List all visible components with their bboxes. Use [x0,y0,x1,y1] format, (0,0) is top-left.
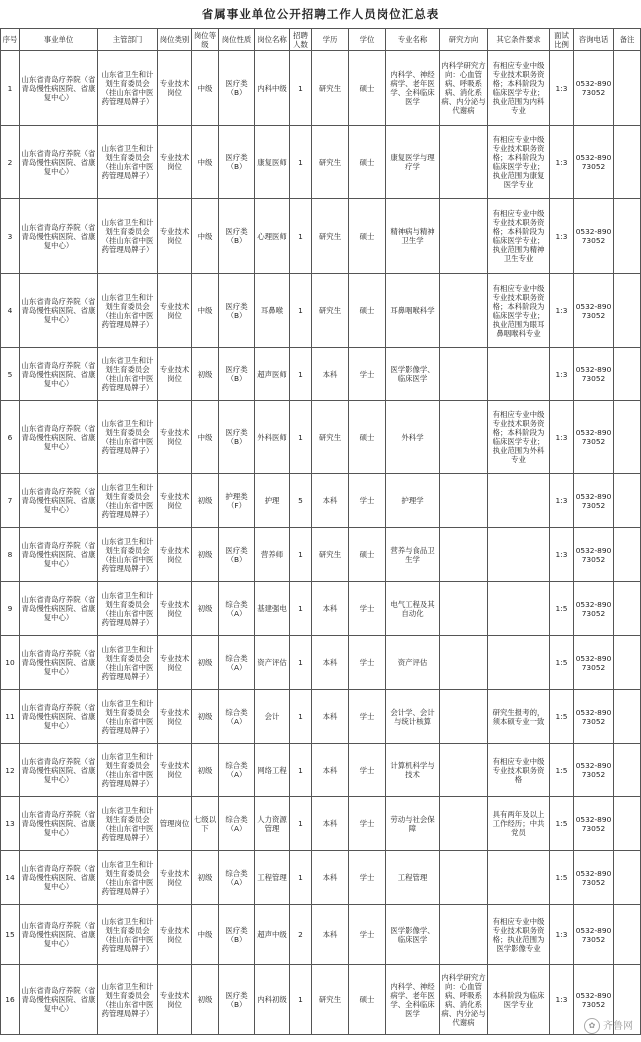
cell-dept: 山东省卫生和计划生育委员会（挂山东省中医药管理局牌子） [98,582,158,636]
cell-count: 1 [290,744,312,797]
cell-phone: 0532-89073052 [574,528,614,582]
cell-nature: 综合类（A） [219,851,255,905]
cell-post: 人力资源管理 [255,797,290,851]
table-row [1,690,641,744]
cell-category: 专业技术岗位 [158,965,192,1035]
cell-unit: 山东省青岛疗养院（省青岛慢性病医院、省康复中心） [20,905,98,965]
cell-no: 12 [1,744,20,797]
cell-post: 外科医师 [255,401,290,474]
cell-other [488,528,550,582]
cell-count: 1 [290,199,312,274]
cell-edu: 研究生 [312,51,349,126]
page-title: 省属事业单位公开招聘工作人员岗位汇总表 [201,7,440,21]
table-body [1,51,641,1035]
cell-major: 会计学、会计与统计核算 [386,690,440,744]
cell-unit: 山东省青岛疗养院（省青岛慢性病医院、省康复中心） [20,636,98,690]
cell-dept: 山东省卫生和计划生育委员会（挂山东省中医药管理局牌子） [98,636,158,690]
cell-dept: 山东省卫生和计划生育委员会（挂山东省中医药管理局牌子） [98,965,158,1035]
cell-category: 专业技术岗位 [158,690,192,744]
cell-count: 1 [290,528,312,582]
cell-level: 初级 [192,348,219,401]
cell-ratio: 1:3 [550,126,574,199]
cell-other [488,636,550,690]
cell-nature: 医疗类（B） [219,905,255,965]
cell-ratio: 1:3 [550,474,574,528]
cell-nature: 医疗类（B） [219,126,255,199]
cell-category: 专业技术岗位 [158,744,192,797]
cell-count: 1 [290,690,312,744]
cell-no: 9 [1,582,20,636]
cell-note [614,401,641,474]
cell-dept: 山东省卫生和计划生育委员会（挂山东省中医药管理局牌子） [98,348,158,401]
cell-ratio: 1:5 [550,851,574,905]
cell-degree: 学士 [349,797,386,851]
cell-note [614,636,641,690]
cell-direction [440,401,488,474]
cell-direction [440,274,488,348]
column-header: 专业名称 [386,29,440,51]
column-header: 序号 [1,29,20,51]
cell-phone: 0532-89073052 [574,51,614,126]
cell-phone: 0532-89073052 [574,965,614,1035]
cell-degree: 硕士 [349,965,386,1035]
cell-degree: 硕士 [349,51,386,126]
table-row [1,636,641,690]
cell-no: 11 [1,690,20,744]
cell-category: 专业技术岗位 [158,348,192,401]
cell-ratio: 1:3 [550,965,574,1035]
cell-note [614,528,641,582]
cell-no: 6 [1,401,20,474]
cell-count: 1 [290,851,312,905]
cell-nature: 医疗类（B） [219,528,255,582]
cell-no: 10 [1,636,20,690]
cell-direction [440,126,488,199]
cell-degree: 学士 [349,905,386,965]
cell-edu: 研究生 [312,528,349,582]
cell-note [614,51,641,126]
table-row [1,274,641,348]
cell-count: 1 [290,274,312,348]
cell-note [614,851,641,905]
cell-edu: 本科 [312,905,349,965]
cell-major: 医学影像学、临床医学 [386,905,440,965]
cell-note [614,582,641,636]
job-table [0,28,641,1035]
cell-major: 护理学 [386,474,440,528]
cell-degree: 硕士 [349,126,386,199]
cell-direction [440,582,488,636]
cell-count: 1 [290,636,312,690]
cell-phone: 0532-89073052 [574,348,614,401]
cell-unit: 山东省青岛疗养院（省青岛慢性病医院、省康复中心） [20,199,98,274]
cell-unit: 山东省青岛疗养院（省青岛慢性病医院、省康复中心） [20,965,98,1035]
cell-other: 有相应专业中级专业技术职务资格；本科阶段为临床医学专业；执业范围为精神卫生专业 [488,199,550,274]
cell-no: 16 [1,965,20,1035]
cell-nature: 医疗类（B） [219,51,255,126]
cell-level: 中级 [192,199,219,274]
cell-dept: 山东省卫生和计划生育委员会（挂山东省中医药管理局牌子） [98,474,158,528]
watermark-logo-icon: ✿ [584,1018,600,1034]
cell-other: 有相应专业中级专业技术职务资格；本科阶段为临床医学专业；执业范围为眼耳鼻咽喉科专业 [488,274,550,348]
cell-unit: 山东省青岛疗养院（省青岛慢性病医院、省康复中心） [20,274,98,348]
cell-nature: 医疗类（B） [219,401,255,474]
cell-unit: 山东省青岛疗养院（省青岛慢性病医院、省康复中心） [20,690,98,744]
cell-level: 初级 [192,582,219,636]
cell-other: 有相应专业中级专业技术职务资格；本科阶段为临床医学专业；执业范围为康复医学专业 [488,126,550,199]
cell-direction [440,348,488,401]
column-header: 岗位等级 [192,29,219,51]
cell-count: 1 [290,126,312,199]
column-header: 咨询电话 [574,29,614,51]
cell-nature: 医疗类（B） [219,274,255,348]
cell-unit: 山东省青岛疗养院（省青岛慢性病医院、省康复中心） [20,126,98,199]
cell-direction [440,797,488,851]
cell-post: 工程管理 [255,851,290,905]
column-header: 面试比例 [550,29,574,51]
column-header: 岗位性质 [219,29,255,51]
cell-note [614,690,641,744]
cell-ratio: 1:3 [550,401,574,474]
cell-count: 5 [290,474,312,528]
cell-ratio: 1:5 [550,690,574,744]
cell-no: 13 [1,797,20,851]
cell-level: 初级 [192,690,219,744]
cell-level: 中级 [192,401,219,474]
cell-other: 有相应专业中级专业技术职务资格；本科阶段为临床医学专业；执业范围为内科专业 [488,51,550,126]
cell-count: 1 [290,582,312,636]
cell-other [488,348,550,401]
cell-no: 3 [1,199,20,274]
cell-level: 中级 [192,51,219,126]
cell-major: 医学影像学、临床医学 [386,348,440,401]
cell-direction: 内科学研究方向：心血管病、呼吸系病、消化系病、内分泌与代谢病 [440,51,488,126]
cell-count: 1 [290,51,312,126]
cell-phone: 0532-89073052 [574,744,614,797]
cell-edu: 本科 [312,636,349,690]
cell-unit: 山东省青岛疗养院（省青岛慢性病医院、省康复中心） [20,582,98,636]
cell-note [614,348,641,401]
cell-note [614,126,641,199]
cell-post: 内科初级 [255,965,290,1035]
cell-post: 网络工程 [255,744,290,797]
cell-phone: 0532-89073052 [574,851,614,905]
cell-post: 超声中级 [255,905,290,965]
cell-level: 中级 [192,905,219,965]
cell-degree: 学士 [349,636,386,690]
cell-major: 内科学、神经病学、老年医学、全科临床医学 [386,965,440,1035]
table-row [1,51,641,126]
cell-level: 中级 [192,274,219,348]
cell-category: 专业技术岗位 [158,582,192,636]
cell-degree: 学士 [349,851,386,905]
table-row [1,582,641,636]
cell-category: 专业技术岗位 [158,401,192,474]
cell-major: 康复医学与理疗学 [386,126,440,199]
cell-phone: 0532-89073052 [574,401,614,474]
cell-no: 14 [1,851,20,905]
cell-unit: 山东省青岛疗养院（省青岛慢性病医院、省康复中心） [20,851,98,905]
cell-major: 电气工程及其自动化 [386,582,440,636]
cell-post: 营养师 [255,528,290,582]
cell-edu: 本科 [312,474,349,528]
cell-category: 专业技术岗位 [158,528,192,582]
cell-degree: 硕士 [349,274,386,348]
cell-direction [440,636,488,690]
cell-dept: 山东省卫生和计划生育委员会（挂山东省中医药管理局牌子） [98,905,158,965]
cell-note [614,274,641,348]
cell-major: 资产评估 [386,636,440,690]
cell-note [614,199,641,274]
cell-level: 中级 [192,126,219,199]
cell-unit: 山东省青岛疗养院（省青岛慢性病医院、省康复中心） [20,51,98,126]
cell-ratio: 1:3 [550,528,574,582]
cell-category: 专业技术岗位 [158,905,192,965]
table-header-row [1,29,641,51]
cell-edu: 本科 [312,690,349,744]
cell-no: 5 [1,348,20,401]
cell-level: 初级 [192,474,219,528]
cell-dept: 山东省卫生和计划生育委员会（挂山东省中医药管理局牌子） [98,690,158,744]
cell-dept: 山东省卫生和计划生育委员会（挂山东省中医药管理局牌子） [98,797,158,851]
cell-phone: 0532-89073052 [574,474,614,528]
cell-phone: 0532-89073052 [574,199,614,274]
cell-unit: 山东省青岛疗养院（省青岛慢性病医院、省康复中心） [20,348,98,401]
cell-dept: 山东省卫生和计划生育委员会（挂山东省中医药管理局牌子） [98,851,158,905]
cell-direction [440,199,488,274]
cell-phone: 0532-89073052 [574,274,614,348]
cell-nature: 医疗类（B） [219,348,255,401]
table-row [1,905,641,965]
table-row [1,401,641,474]
cell-post: 会计 [255,690,290,744]
cell-major: 精神病与精神卫生学 [386,199,440,274]
cell-count: 2 [290,905,312,965]
cell-edu: 本科 [312,851,349,905]
cell-nature: 医疗类（B） [219,965,255,1035]
cell-nature: 综合类（A） [219,690,255,744]
cell-degree: 硕士 [349,528,386,582]
cell-no: 15 [1,905,20,965]
cell-edu: 本科 [312,744,349,797]
cell-degree: 学士 [349,690,386,744]
cell-degree: 学士 [349,582,386,636]
cell-post: 康复医师 [255,126,290,199]
cell-category: 专业技术岗位 [158,51,192,126]
cell-no: 1 [1,51,20,126]
cell-post: 资产评估 [255,636,290,690]
table-row [1,965,641,1035]
table-row [1,199,641,274]
cell-dept: 山东省卫生和计划生育委员会（挂山东省中医药管理局牌子） [98,51,158,126]
cell-category: 专业技术岗位 [158,199,192,274]
cell-degree: 学士 [349,348,386,401]
cell-phone: 0532-89073052 [574,690,614,744]
cell-note [614,474,641,528]
cell-ratio: 1:3 [550,199,574,274]
cell-nature: 医疗类（B） [219,199,255,274]
cell-category: 专业技术岗位 [158,636,192,690]
cell-category: 专业技术岗位 [158,474,192,528]
cell-ratio: 1:5 [550,582,574,636]
table-row [1,528,641,582]
cell-nature: 综合类（A） [219,582,255,636]
cell-level: 初级 [192,636,219,690]
cell-post: 耳鼻喉 [255,274,290,348]
table-row [1,474,641,528]
cell-no: 7 [1,474,20,528]
cell-note [614,744,641,797]
cell-other: 有相应专业中级专业技术职务资格；本科阶段为临床医学专业；执业范围为外科专业 [488,401,550,474]
column-header: 备注 [614,29,641,51]
cell-edu: 研究生 [312,199,349,274]
cell-category: 专业技术岗位 [158,851,192,905]
column-header: 岗位类别 [158,29,192,51]
cell-phone: 0532-89073052 [574,797,614,851]
cell-direction [440,690,488,744]
table-row [1,348,641,401]
cell-major: 内科学、神经病学、老年医学、全科临床医学 [386,51,440,126]
cell-dept: 山东省卫生和计划生育委员会（挂山东省中医药管理局牌子） [98,274,158,348]
cell-other: 具有两年及以上工作经历；中共党员 [488,797,550,851]
cell-no: 8 [1,528,20,582]
cell-post: 心理医师 [255,199,290,274]
cell-major: 劳动与社会保障 [386,797,440,851]
watermark [584,1017,633,1034]
cell-level: 初级 [192,851,219,905]
column-header: 招聘人数 [290,29,312,51]
cell-post: 基建强电 [255,582,290,636]
cell-ratio: 1:3 [550,348,574,401]
cell-other [488,851,550,905]
cell-no: 4 [1,274,20,348]
cell-note [614,905,641,965]
cell-direction [440,851,488,905]
cell-count: 1 [290,348,312,401]
cell-nature: 综合类（A） [219,636,255,690]
cell-degree: 硕士 [349,401,386,474]
cell-ratio: 1:3 [550,51,574,126]
cell-no: 2 [1,126,20,199]
cell-level: 初级 [192,744,219,797]
cell-other: 研究生报考的，须本硕专业一致 [488,690,550,744]
column-header: 事业单位 [20,29,98,51]
cell-direction [440,905,488,965]
cell-ratio: 1:3 [550,274,574,348]
cell-edu: 研究生 [312,401,349,474]
cell-direction: 内科学研究方向：心血管病、呼吸系病、消化系病、内分泌与代谢病 [440,965,488,1035]
cell-ratio: 1:5 [550,744,574,797]
column-header: 学历 [312,29,349,51]
cell-level: 七级以下 [192,797,219,851]
cell-other: 本科阶段为临床医学专业 [488,965,550,1035]
cell-ratio: 1:5 [550,797,574,851]
cell-other: 有相应专业中级专业技术职务资格 [488,744,550,797]
cell-major: 外科学 [386,401,440,474]
cell-post: 内科中级 [255,51,290,126]
watermark-text: 齐鲁网 [603,1021,633,1032]
cell-direction [440,474,488,528]
cell-edu: 本科 [312,797,349,851]
column-header: 学位 [349,29,386,51]
cell-major: 计算机科学与技术 [386,744,440,797]
cell-unit: 山东省青岛疗养院（省青岛慢性病医院、省康复中心） [20,528,98,582]
cell-category: 管理岗位 [158,797,192,851]
cell-dept: 山东省卫生和计划生育委员会（挂山东省中医药管理局牌子） [98,126,158,199]
cell-count: 1 [290,965,312,1035]
cell-unit: 山东省青岛疗养院（省青岛慢性病医院、省康复中心） [20,474,98,528]
cell-edu: 本科 [312,348,349,401]
cell-other: 有相应专业中级专业技术职务资格；执业范围为医学影像专业 [488,905,550,965]
cell-unit: 山东省青岛疗养院（省青岛慢性病医院、省康复中心） [20,401,98,474]
cell-level: 初级 [192,528,219,582]
table-row [1,126,641,199]
cell-phone: 0532-89073052 [574,905,614,965]
cell-major: 工程管理 [386,851,440,905]
cell-edu: 本科 [312,582,349,636]
cell-level: 初级 [192,965,219,1035]
cell-dept: 山东省卫生和计划生育委员会（挂山东省中医药管理局牌子） [98,401,158,474]
column-header: 其它条件要求 [488,29,550,51]
cell-post: 护理 [255,474,290,528]
cell-degree: 硕士 [349,199,386,274]
cell-edu: 研究生 [312,274,349,348]
cell-phone: 0532-89073052 [574,636,614,690]
cell-count: 1 [290,401,312,474]
cell-nature: 综合类（A） [219,744,255,797]
cell-direction [440,528,488,582]
cell-phone: 0532-89073052 [574,582,614,636]
table-row [1,744,641,797]
cell-ratio: 1:5 [550,636,574,690]
cell-category: 专业技术岗位 [158,274,192,348]
cell-nature: 综合类（A） [219,797,255,851]
cell-edu: 研究生 [312,965,349,1035]
cell-degree: 学士 [349,744,386,797]
cell-other [488,582,550,636]
column-header: 研究方向 [440,29,488,51]
cell-other [488,474,550,528]
cell-edu: 研究生 [312,126,349,199]
cell-degree: 学士 [349,474,386,528]
cell-dept: 山东省卫生和计划生育委员会（挂山东省中医药管理局牌子） [98,744,158,797]
cell-category: 专业技术岗位 [158,126,192,199]
cell-post: 超声医师 [255,348,290,401]
column-header: 岗位名称 [255,29,290,51]
cell-dept: 山东省卫生和计划生育委员会（挂山东省中医药管理局牌子） [98,528,158,582]
cell-unit: 山东省青岛疗养院（省青岛慢性病医院、省康复中心） [20,797,98,851]
table-row [1,851,641,905]
cell-unit: 山东省青岛疗养院（省青岛慢性病医院、省康复中心） [20,744,98,797]
cell-count: 1 [290,797,312,851]
cell-nature: 护理类（F） [219,474,255,528]
cell-direction [440,744,488,797]
cell-note [614,797,641,851]
cell-major: 营养与食品卫生学 [386,528,440,582]
cell-ratio: 1:3 [550,905,574,965]
cell-dept: 山东省卫生和计划生育委员会（挂山东省中医药管理局牌子） [98,199,158,274]
cell-major: 耳鼻咽喉科学 [386,274,440,348]
cell-phone: 0532-89073052 [574,126,614,199]
column-header: 主管部门 [98,29,158,51]
table-row [1,797,641,851]
